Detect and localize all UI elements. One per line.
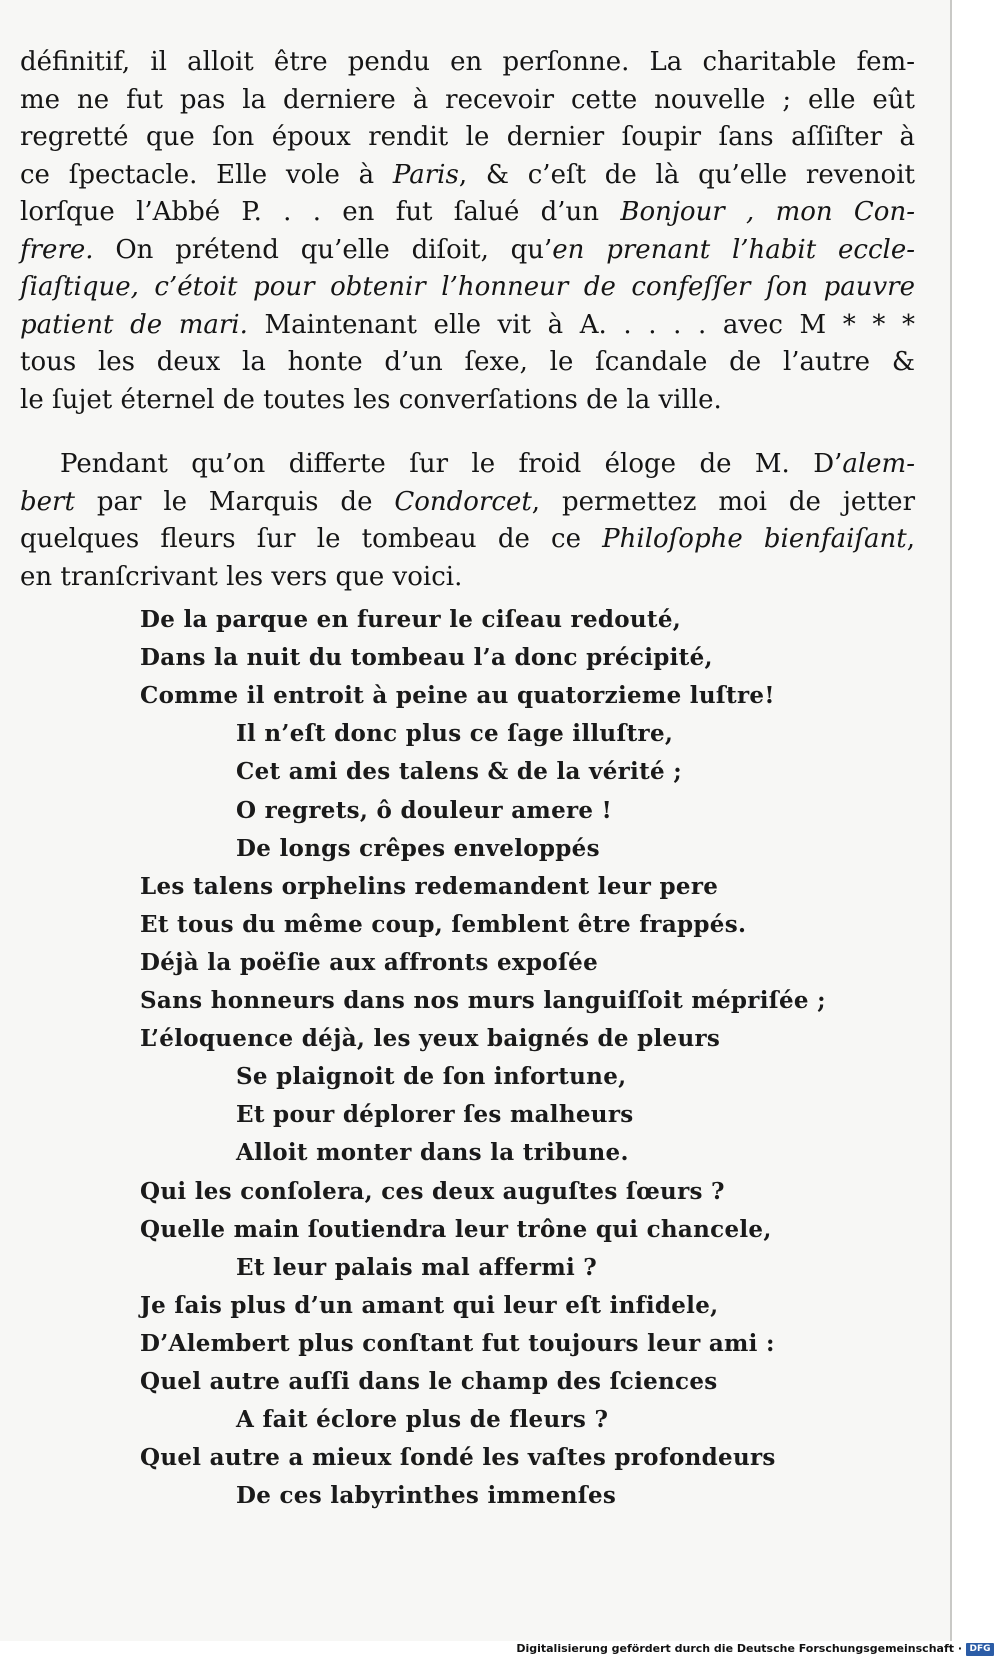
- text-line: définitif, il alloit être pendu en perſonne. La charitable fem-: [20, 47, 915, 77]
- text-line: regretté que ſon époux rendit le dernier ſoupir ſans aſſiſter à: [20, 122, 915, 152]
- poem-verse: Comme il entroit à peine au quatorzieme luſtre!: [140, 682, 775, 710]
- poem-verse: Et pour déplorer ſes malheurs: [236, 1101, 634, 1129]
- poem-verse: Il n’eſt donc plus ce ſage illuſtre,: [236, 720, 674, 748]
- poem-verse: Qui les conſolera, ces deux auguſtes ſœurs ?: [140, 1177, 725, 1205]
- poem-verse: A fait éclore plus de fleurs ?: [236, 1406, 609, 1434]
- poem-verse: L’éloquence déjà, les yeux baignés de pleurs: [140, 1025, 721, 1053]
- text-line: lorſque l’Abbé P. . . en fut ſalué d’un Bonjour , mon Con-: [20, 197, 915, 227]
- poem-verse: De longs crêpes enveloppés: [236, 834, 600, 862]
- text-line: le ſujet éternel de toutes les converſations de la ville.: [20, 384, 722, 415]
- poem-verse: Je ſais plus d’un amant qui leur eſt infidele,: [140, 1291, 719, 1319]
- poem-verse: Et tous du même coup, ſemblent être frappés.: [140, 910, 747, 938]
- text-line: tous les deux la honte d’un ſexe, le ſcandale de l’autre &: [20, 347, 915, 377]
- poem-verse: De ces labyrinthes immenſes: [236, 1482, 617, 1510]
- poem-verse: Alloit monter dans la tribune.: [236, 1139, 629, 1167]
- paragraph-1: [20, 44, 915, 419]
- poem-verse: Dans la nuit du tombeau l’a donc précipité,: [140, 644, 713, 672]
- poem-verse: Les talens orphelins redemandent leur pere: [140, 872, 719, 900]
- dfg-logo-icon: DFG: [966, 1643, 994, 1656]
- poem-verse: D’Alembert plus conſtant fut toujours leur ami :: [140, 1329, 775, 1357]
- text-line: Pendant qu’on differte ſur le froid éloge de M. D’alem-: [60, 449, 915, 479]
- poem-verse: Cet ami des talens & de la vérité ;: [236, 758, 683, 786]
- text-line: en tranſcrivant les vers que voici.: [20, 561, 463, 592]
- poem-verse: Sans honneurs dans nos murs languiſſoit mépriſée ;: [140, 987, 826, 1014]
- poem-verse: Quel autre auſſi dans le champ des ſciences: [140, 1368, 718, 1395]
- paragraph-2: [20, 446, 915, 596]
- text-line: me ne fut pas la derniere à recevoir cette nouvelle ; elle eût: [20, 84, 915, 115]
- poem-verse: Et leur palais mal affermi ?: [236, 1253, 598, 1281]
- footer-credit: Digitalisierung gefördert durch die Deutsche Forschungsgemeinschaft ·: [516, 1642, 962, 1655]
- text-line: ſiaſtique, c’étoit pour obtenir l’honneur de confeſſer ſon pauvre: [20, 272, 915, 302]
- poem-verse: O regrets, ô douleur amere !: [236, 796, 613, 824]
- poem-verse: Quelle main ſoutiendra leur trône qui chancele,: [140, 1215, 772, 1243]
- poem-verse: Se plaignoit de ſon infortune,: [236, 1063, 627, 1091]
- text-line: patient de mari. Maintenant elle vit à A. . . . . avec M * * *: [20, 309, 915, 340]
- poem-verse: Quel autre a mieux ſondé les vaſtes profondeurs: [140, 1444, 776, 1472]
- text-line: quelques fleurs ſur le tombeau de ce Philoſophe bienfaiſant,: [20, 524, 915, 554]
- poem-verse: De la parque en fureur le ciſeau redouté,: [140, 606, 682, 633]
- poem-verse: Déjà la poëſie aux affronts expoſée: [140, 948, 599, 976]
- digitization-footer: [0, 1641, 1000, 1659]
- text-line: frere. On prétend qu’elle diſoit, qu’en prenant l’habit eccle-: [20, 234, 915, 265]
- text-line: bert par le Marquis de Condorcet, permettez moi de jetter: [20, 486, 915, 517]
- text-line: ce ſpectacle. Elle vole à Paris, & c’eſt de là qu’elle revenoit: [20, 159, 915, 190]
